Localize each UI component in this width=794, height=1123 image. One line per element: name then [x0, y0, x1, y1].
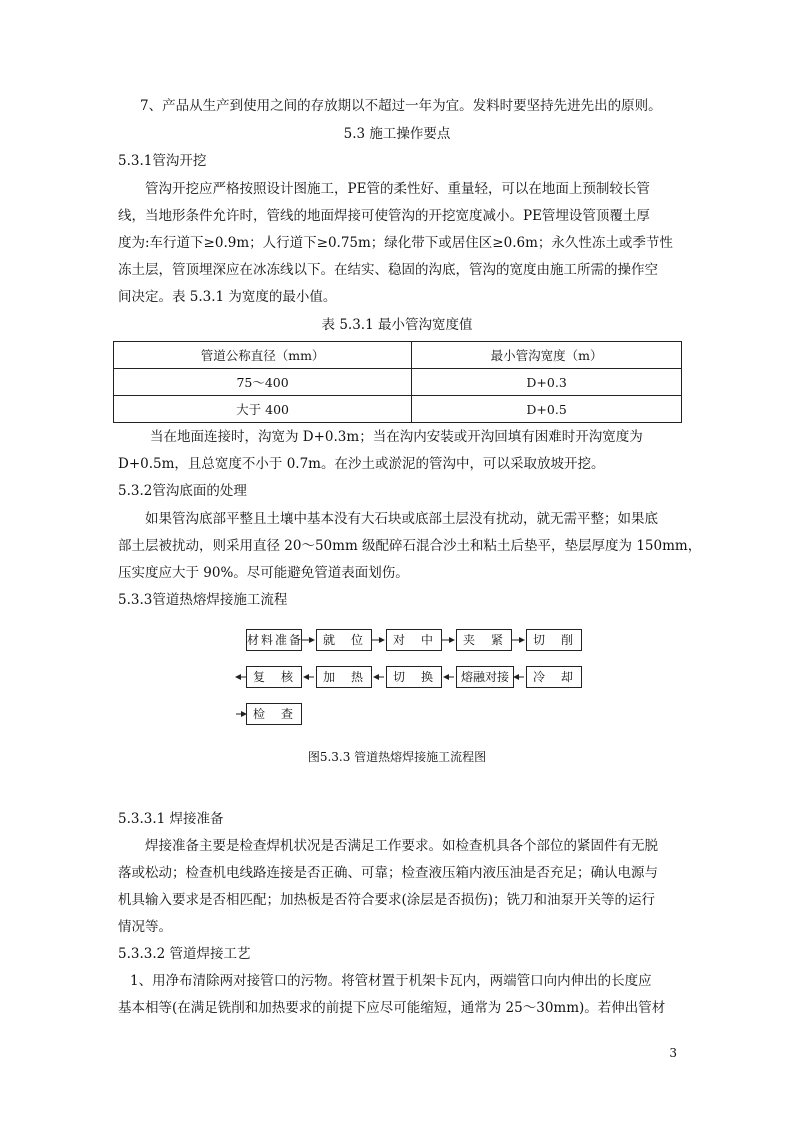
table-cell: D+0.3: [412, 369, 682, 396]
flow-step-switching: 切 换: [386, 666, 442, 688]
table-cell: D+0.5: [412, 396, 682, 423]
page-number: 3: [669, 1046, 677, 1060]
paragraph-line: 落或松动；检查机电线路连接是否正确、可靠；检查液压箱内液压油是否充足；确认电源与: [118, 865, 658, 881]
paragraph-line: 压实度应大于 90%。尽可能避免管道表面划伤。: [118, 565, 409, 581]
flow-step-clamping: 夹 紧: [456, 629, 512, 651]
paragraph-line: 机具输入要求是否相匹配；加热板是否符合要求(涂层是否损伤)；铣刀和油泵开关等的运行: [118, 892, 656, 908]
paragraph-line: 线，当地形条件允许时，管线的地面焊接可使管沟的开挖宽度减小。PE管埋设管顶覆土厚: [118, 208, 650, 224]
paragraph-line: 基本相等(在满足铣削和加热要求的前提下应尽可能缩短，通常为 25～30mm)。若伸出管材: [118, 1000, 666, 1016]
table-title: 表 5.3.1 最小管沟宽度值: [321, 317, 473, 333]
figure-caption: 图5.3.3 管道热熔焊接施工流程图: [307, 750, 487, 764]
flow-step-cutting: 切 削: [526, 629, 582, 651]
flow-step-material-prep: 材料准备: [246, 629, 302, 651]
paragraph-line: 管沟开挖应严格按照设计图施工，PE管的柔性好、重量轻，可以在地面上预制较长管: [145, 181, 650, 197]
table-header-cell: 管道公称直径（mm）: [114, 342, 412, 369]
paragraph-line: 间决定。表 5.3.1 为宽度的最小值。: [118, 289, 337, 305]
paragraph-line: 度为:车行道下≥0.9m；人行道下≥0.75m；绿化带下或居住区≥0.6m；永久性冻土或季节性: [118, 235, 673, 251]
paragraph-line: 部土层被扰动，则采用直径 20～50mm 级配碎石混合沙土和粘土后垫平，垫层厚度为 150mm，: [118, 538, 702, 554]
paragraph-line: 如果管沟底部平整且土壤中基本没有大石块或底部土层没有扰动，就无需平整；如果底: [145, 511, 658, 527]
flow-step-fusion-butt: 熔融对接: [456, 666, 514, 688]
section-heading-5-3-3: 5.3.3管道热熔焊接施工流程: [118, 592, 288, 608]
paragraph-line: 情况等。: [118, 919, 172, 935]
section-heading-5-3-2: 5.3.2管沟底面的处理: [118, 483, 247, 499]
paragraph-line: 当在地面连接时，沟宽为 D+0.3m；当在沟内安装或开沟回填有困难时开沟宽度为: [150, 429, 643, 445]
flow-step-heating: 加 热: [316, 666, 372, 688]
flow-step-inspection: 检 查: [246, 703, 302, 725]
table-cell: 75～400: [114, 369, 412, 396]
flow-step-cooling: 冷 却: [526, 666, 582, 688]
section-heading-5-3: 5.3 施工操作要点: [343, 126, 451, 142]
flow-step-recheck: 复 核: [246, 666, 302, 688]
section-heading-5-3-1: 5.3.1管沟开挖: [118, 153, 207, 169]
flow-step-alignment: 对 中: [386, 629, 442, 651]
flow-step-positioning: 就 位: [316, 629, 372, 651]
section-heading-5-3-3-1: 5.3.3.1 焊接准备: [118, 811, 224, 827]
section-heading-5-3-3-2: 5.3.3.2 管道焊接工艺: [118, 946, 251, 962]
table-header-cell: 最小管沟宽度（m）: [412, 342, 682, 369]
paragraph-line: 1、用净布清除两对接管口的污物。将管材置于机架卡瓦内，两端管口向内伸出的长度应: [130, 973, 652, 989]
paragraph-line: D+0.5m，且总宽度不小于 0.7m。在沙土或淤泥的管沟中，可以采取放坡开挖。: [118, 456, 605, 472]
paragraph-line: 冻土层，管顶埋深应在冰冻线以下。在结实、稳固的沟底，管沟的宽度由施工所需的操作空: [118, 262, 658, 278]
paragraph-line: 焊接准备主要是检查焊机状况是否满足工作要求。如检查机具各个部位的紧固件有无脱: [145, 838, 658, 854]
paragraph-item-7: 7、产品从生产到使用之间的存放期以不超过一年为宜。发料时要坚持先进先出的原则。: [140, 98, 662, 114]
table-cell: 大于 400: [114, 396, 412, 423]
